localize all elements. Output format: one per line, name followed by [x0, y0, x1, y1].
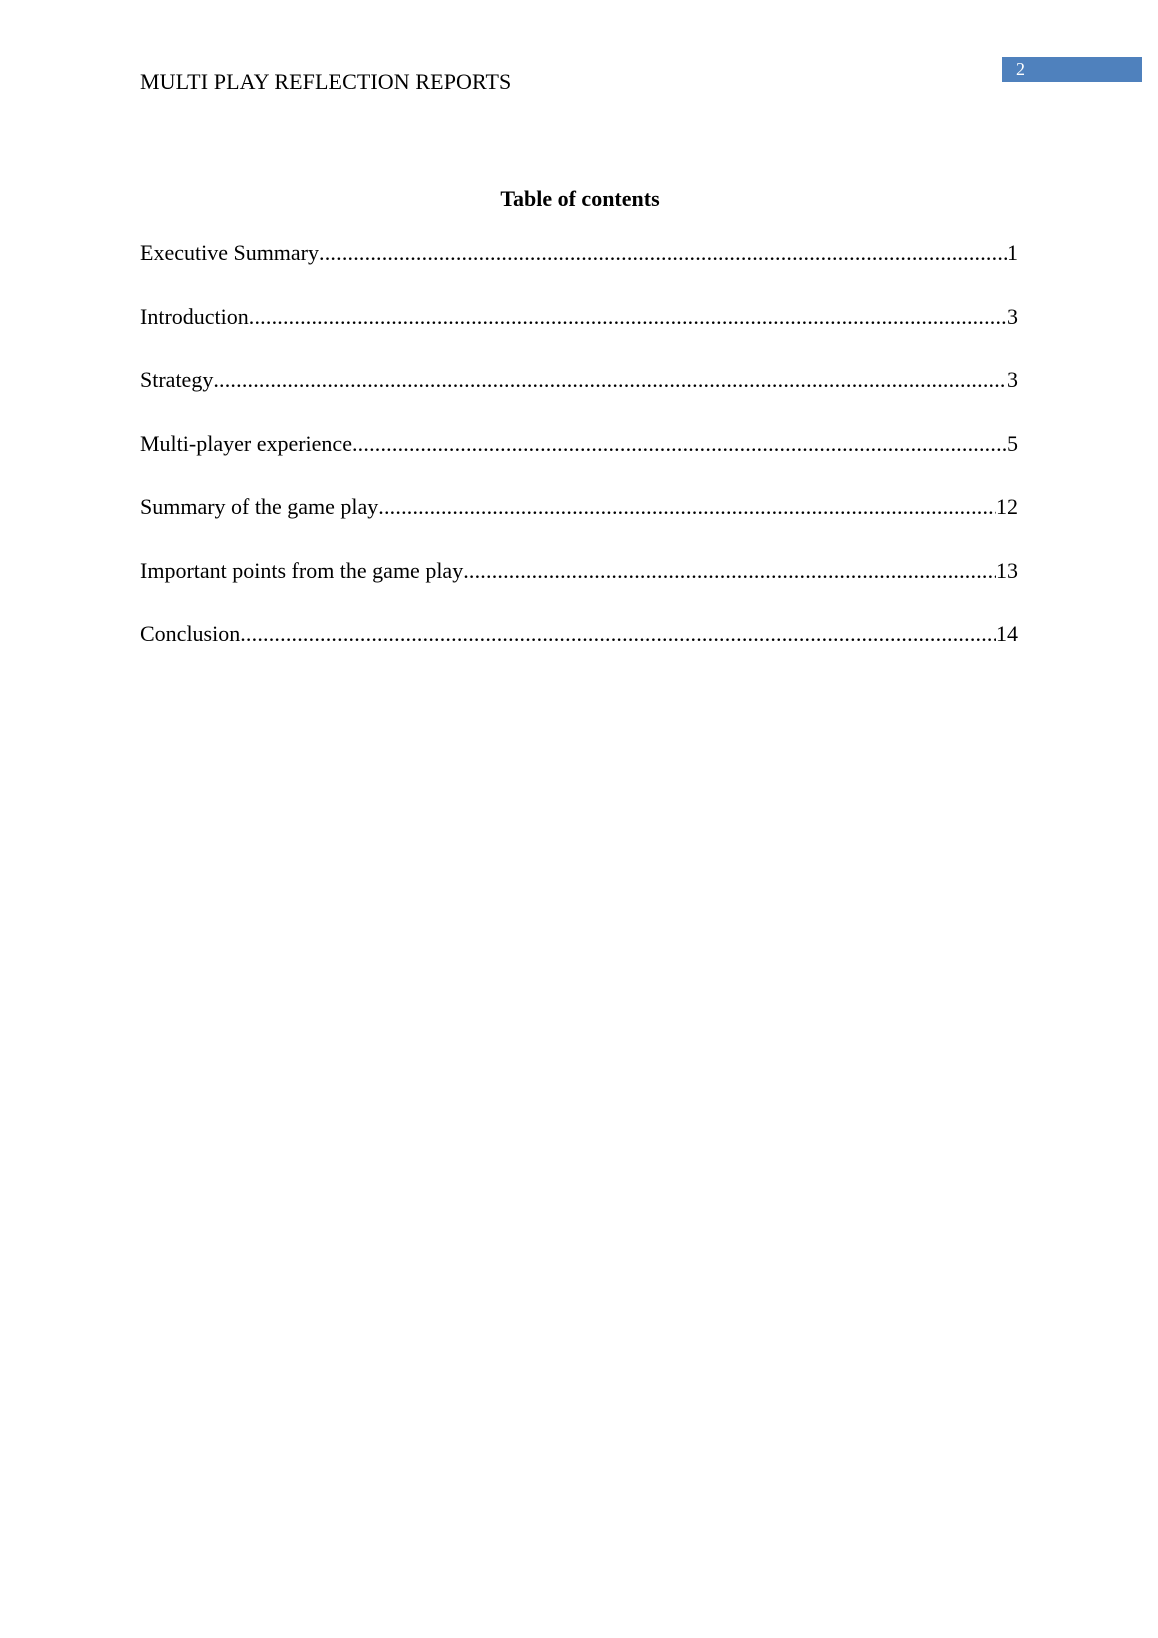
toc-entry-conclusion[interactable]: [140, 621, 1018, 685]
toc-dot-leader: [378, 494, 996, 520]
toc-entry-label: Introduction: [140, 303, 249, 329]
toc-entry-page: 1: [1007, 240, 1018, 265]
page-number-badge: [1002, 57, 1142, 82]
toc-entry-introduction[interactable]: [140, 304, 1018, 368]
toc-entry-label: Strategy: [140, 367, 214, 392]
toc-dot-leader: [463, 558, 996, 584]
toc-entry-page: 3: [1007, 367, 1018, 392]
toc-entry-important-points[interactable]: [140, 558, 1018, 622]
toc-dot-leader: [240, 621, 996, 647]
toc-dot-leader: [249, 304, 1007, 330]
toc-entry-strategy[interactable]: [140, 367, 1018, 431]
running-header: MULTI PLAY REFLECTION REPORTS: [140, 69, 512, 94]
toc-dot-leader: [352, 431, 1007, 457]
toc-entry-multi-player-experience[interactable]: [140, 431, 1018, 495]
toc-entry-label: Conclusion: [140, 621, 241, 646]
toc-entry-label: Important points from the game play: [140, 557, 464, 583]
toc-entry-page: 14: [996, 621, 1018, 646]
toc-entry-summary-of-game-play[interactable]: [140, 494, 1018, 558]
toc-dot-leader: [319, 240, 1007, 266]
toc-entry-page: 13: [996, 557, 1018, 583]
toc-entry-page: 5: [1007, 430, 1018, 456]
toc-entry-label: Executive Summary: [140, 240, 320, 265]
toc-entry-page: 3: [1007, 303, 1018, 329]
toc-entry-label: Multi-player experience: [140, 430, 352, 456]
toc-entry-label: Summary of the game play: [140, 494, 379, 519]
toc-dot-leader: [213, 367, 1007, 393]
page-number: 2: [1016, 59, 1025, 79]
toc-entry-executive-summary[interactable]: [140, 240, 1018, 304]
toc-title: Table of contents: [500, 186, 660, 211]
toc-entry-page: 12: [996, 494, 1018, 519]
table-of-contents: [140, 240, 1018, 685]
